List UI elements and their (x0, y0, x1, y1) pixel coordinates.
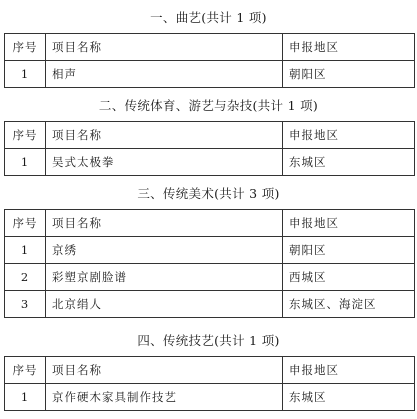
cell-name: 吴式太极拳 (46, 149, 283, 176)
cell-region: 东城区 (283, 149, 415, 176)
cell-name: 京作硬木家具制作技艺 (46, 384, 283, 411)
cell-region: 东城区 (283, 384, 415, 411)
table-header-row (5, 34, 415, 61)
header-name: 项目名称 (46, 210, 283, 237)
cell-name: 相声 (46, 61, 283, 88)
table-header-row (5, 357, 415, 384)
header-name: 项目名称 (46, 34, 283, 61)
cell-seq: 2 (5, 264, 46, 291)
table-row (5, 149, 415, 176)
table-crafts (4, 356, 415, 411)
cell-region: 西城区 (283, 264, 415, 291)
header-region: 申报地区 (283, 357, 415, 384)
table-row (5, 237, 415, 264)
header-name: 项目名称 (46, 122, 283, 149)
cell-name: 京绣 (46, 237, 283, 264)
header-region: 申报地区 (283, 210, 415, 237)
cell-seq: 1 (5, 149, 46, 176)
header-seq: 序号 (5, 34, 46, 61)
cell-seq: 3 (5, 291, 46, 318)
table-row (5, 291, 415, 318)
table-quyi (4, 33, 415, 88)
table-fine-arts (4, 209, 415, 318)
table-row (5, 61, 415, 88)
cell-seq: 1 (5, 384, 46, 411)
table-header-row (5, 122, 415, 149)
header-name: 项目名称 (46, 357, 283, 384)
section-title-fine-arts: 三、传统美术(共计 3 项) (137, 186, 280, 201)
cell-region: 东城区、海淀区 (283, 291, 415, 318)
cell-seq: 1 (5, 237, 46, 264)
cell-name: 北京绢人 (46, 291, 283, 318)
header-seq: 序号 (5, 122, 46, 149)
header-seq: 序号 (5, 357, 46, 384)
cell-seq: 1 (5, 61, 46, 88)
header-seq: 序号 (5, 210, 46, 237)
section-title-quyi: 一、曲艺(共计 1 项) (150, 10, 267, 25)
cell-region: 朝阳区 (283, 61, 415, 88)
table-header-row (5, 210, 415, 237)
header-region: 申报地区 (283, 34, 415, 61)
cell-name: 彩塑京剧脸谱 (46, 264, 283, 291)
section-title-crafts: 四、传统技艺(共计 1 项) (137, 333, 280, 348)
section-title-sports: 二、传统体育、游艺与杂技(共计 1 项) (98, 98, 319, 113)
table-row (5, 264, 415, 291)
cell-region: 朝阳区 (283, 237, 415, 264)
table-row (5, 384, 415, 411)
table-sports (4, 121, 415, 176)
header-region: 申报地区 (283, 122, 415, 149)
